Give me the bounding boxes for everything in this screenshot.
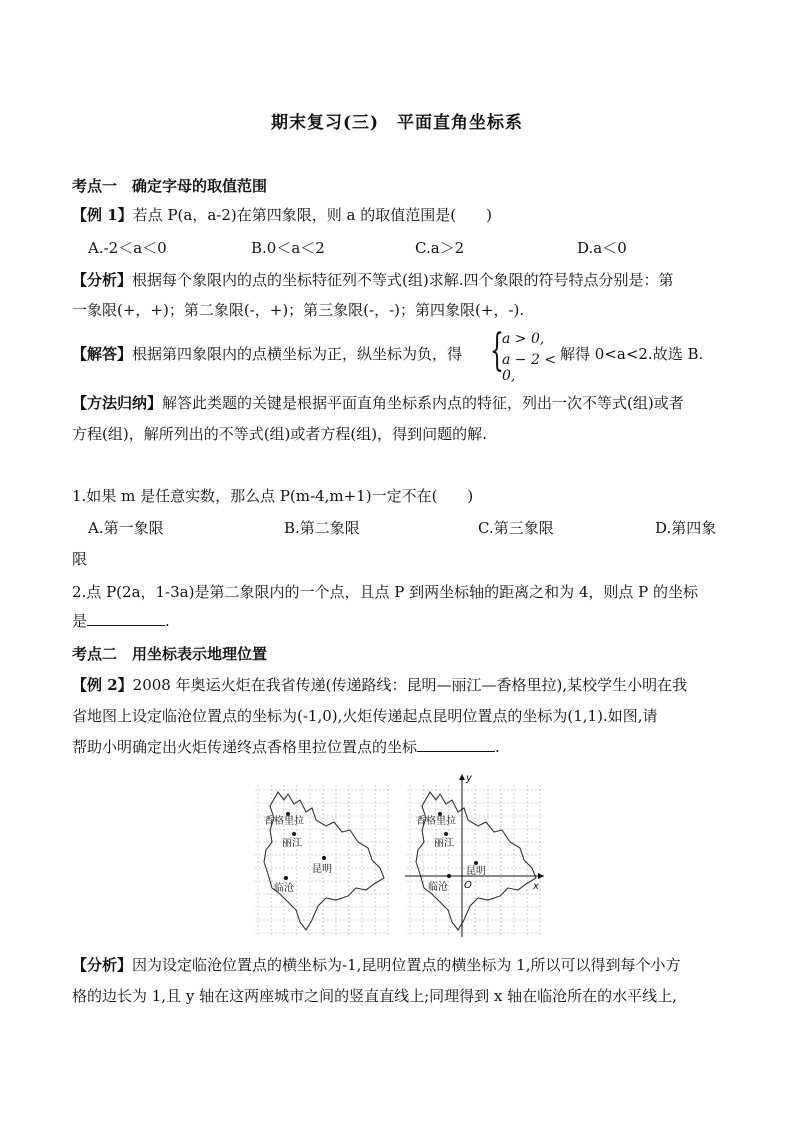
exercise1-option-d: D.第四象: [655, 519, 717, 537]
inequality-row-1: a > 0,: [502, 331, 545, 347]
answer1: 【解答】根据第四象限内的点横坐标为正，纵坐标为负，得: [72, 345, 463, 363]
answer1-conclusion: 解得 0<a<2.故选 B.: [560, 345, 704, 363]
analysis2-line1: 【分析】因为设定临沧位置点的横坐标为-1,昆明位置点的横坐标为 1,所以可以得到每个小方: [72, 956, 681, 974]
example1-option-a: A.-2＜a＜0: [88, 239, 167, 257]
exercise1-option-a: A.第一象限: [88, 519, 164, 537]
right-map-labels: [416, 773, 539, 893]
section1-heading: 考点一 确定字母的取值范围: [72, 177, 268, 195]
y-axis-label: y: [466, 773, 472, 784]
answer-blank-2[interactable]: [417, 737, 495, 752]
example2-line2: 省地图上设定临沧位置点的坐标为(-1,0),火炬传递起点昆明位置点的坐标为(1,1).如图,请: [72, 707, 658, 725]
right-label-lincang: 临沧: [428, 882, 448, 893]
origin-label: O: [464, 880, 472, 891]
example1-option-b: B.0＜a＜2: [251, 239, 325, 257]
exercise2-line1: 2.点 P(2a，1-3a)是第二象限内的一个点，且点 P 到两坐标轴的距离之和为 4，则点 P 的坐标: [72, 583, 699, 601]
answer-blank[interactable]: [87, 611, 165, 626]
example2-line1: 【例 2】2008 年奥运火炬在我省传递(传递路线：昆明—丽江—香格里拉),某校学生小明在我: [72, 676, 688, 694]
map-figure-svg: [250, 770, 550, 938]
example1-label: 【例 1】: [72, 206, 133, 224]
x-axis-arrow-icon: [538, 873, 544, 879]
y-axis-arrow-icon: [459, 774, 465, 780]
left-map-grid: [255, 785, 390, 935]
example1-option-d: D.a＜0: [577, 239, 627, 257]
map-figure: [250, 770, 550, 938]
section2-heading: 考点二 用坐标表示地理位置: [72, 645, 268, 663]
left-label-lincang: 临沧: [274, 883, 294, 894]
example1: [72, 205, 492, 225]
example2-label: 【例 2】: [72, 676, 133, 694]
exercise1-text: 1.如果 m 是任意实数，那么点 P(m-4,m+1)一定不在( ): [72, 487, 474, 505]
right-map-grid: [407, 785, 542, 935]
left-label-kunming: 昆明: [312, 864, 332, 875]
example1-option-c: C.a＞2: [415, 239, 465, 257]
analysis2-line2: 格的边长为 1,且 y 轴在这两座城市之间的竖直直线上;同理得到 x 轴在临沧所在的水平线上,: [72, 987, 677, 1005]
right-label-kunming: 昆明: [466, 866, 486, 877]
page-title: 期末复习(三) 平面直角坐标系: [270, 113, 524, 133]
exercise1-option-c: C.第三象限: [478, 519, 554, 537]
method-line1: 【方法归纳】解答此类题的关键是根据平面直角坐标系内点的特征，列出一次不等式(组)或者: [72, 394, 684, 412]
inequality-system: { a > 0, a − 2 < 0,: [490, 331, 560, 377]
inequality-row-2: a − 2 < 0,: [502, 352, 557, 384]
example2-line3: 帮助小明确定出火炬传递终点香格里拉位置点的坐标 .: [72, 738, 500, 756]
left-map-outline: [264, 792, 384, 930]
x-axis-label: x: [533, 881, 539, 892]
left-map-labels: [264, 814, 332, 894]
left-label-lijiang: 丽江: [282, 838, 302, 849]
analysis1-line1: 【分析】根据每个象限内的点的坐标特征列不等式(组)求解.四个象限的符号特点分别是：第: [72, 271, 674, 289]
exercise2-line2: 是 .: [72, 612, 170, 630]
analysis1-line2: 一象限(+，+)；第二象限(-，+)；第三象限(-，-)；第四象限(+，-).: [72, 301, 525, 319]
analysis1-label: 【分析】: [72, 271, 133, 289]
answer1-label: 【解答】: [72, 345, 133, 363]
left-label-shangri-la: 香格里拉: [264, 816, 304, 827]
exercise1-option-b: B.第二象限: [284, 519, 360, 537]
right-label-lijiang: 丽江: [434, 838, 454, 849]
exercise1-option-d-wrap: 限: [72, 550, 88, 568]
method-label: 【方法归纳】: [72, 394, 163, 412]
analysis2-label: 【分析】: [72, 956, 133, 974]
example1-text: 若点 P(a，a-2)在第四象限，则 a 的取值范围是( ): [132, 206, 492, 224]
right-label-shangri-la: 香格里拉: [416, 816, 456, 827]
method-line2: 方程(组)，解所列出的不等式(组)或者方程(组)，得到问题的解.: [72, 425, 487, 443]
